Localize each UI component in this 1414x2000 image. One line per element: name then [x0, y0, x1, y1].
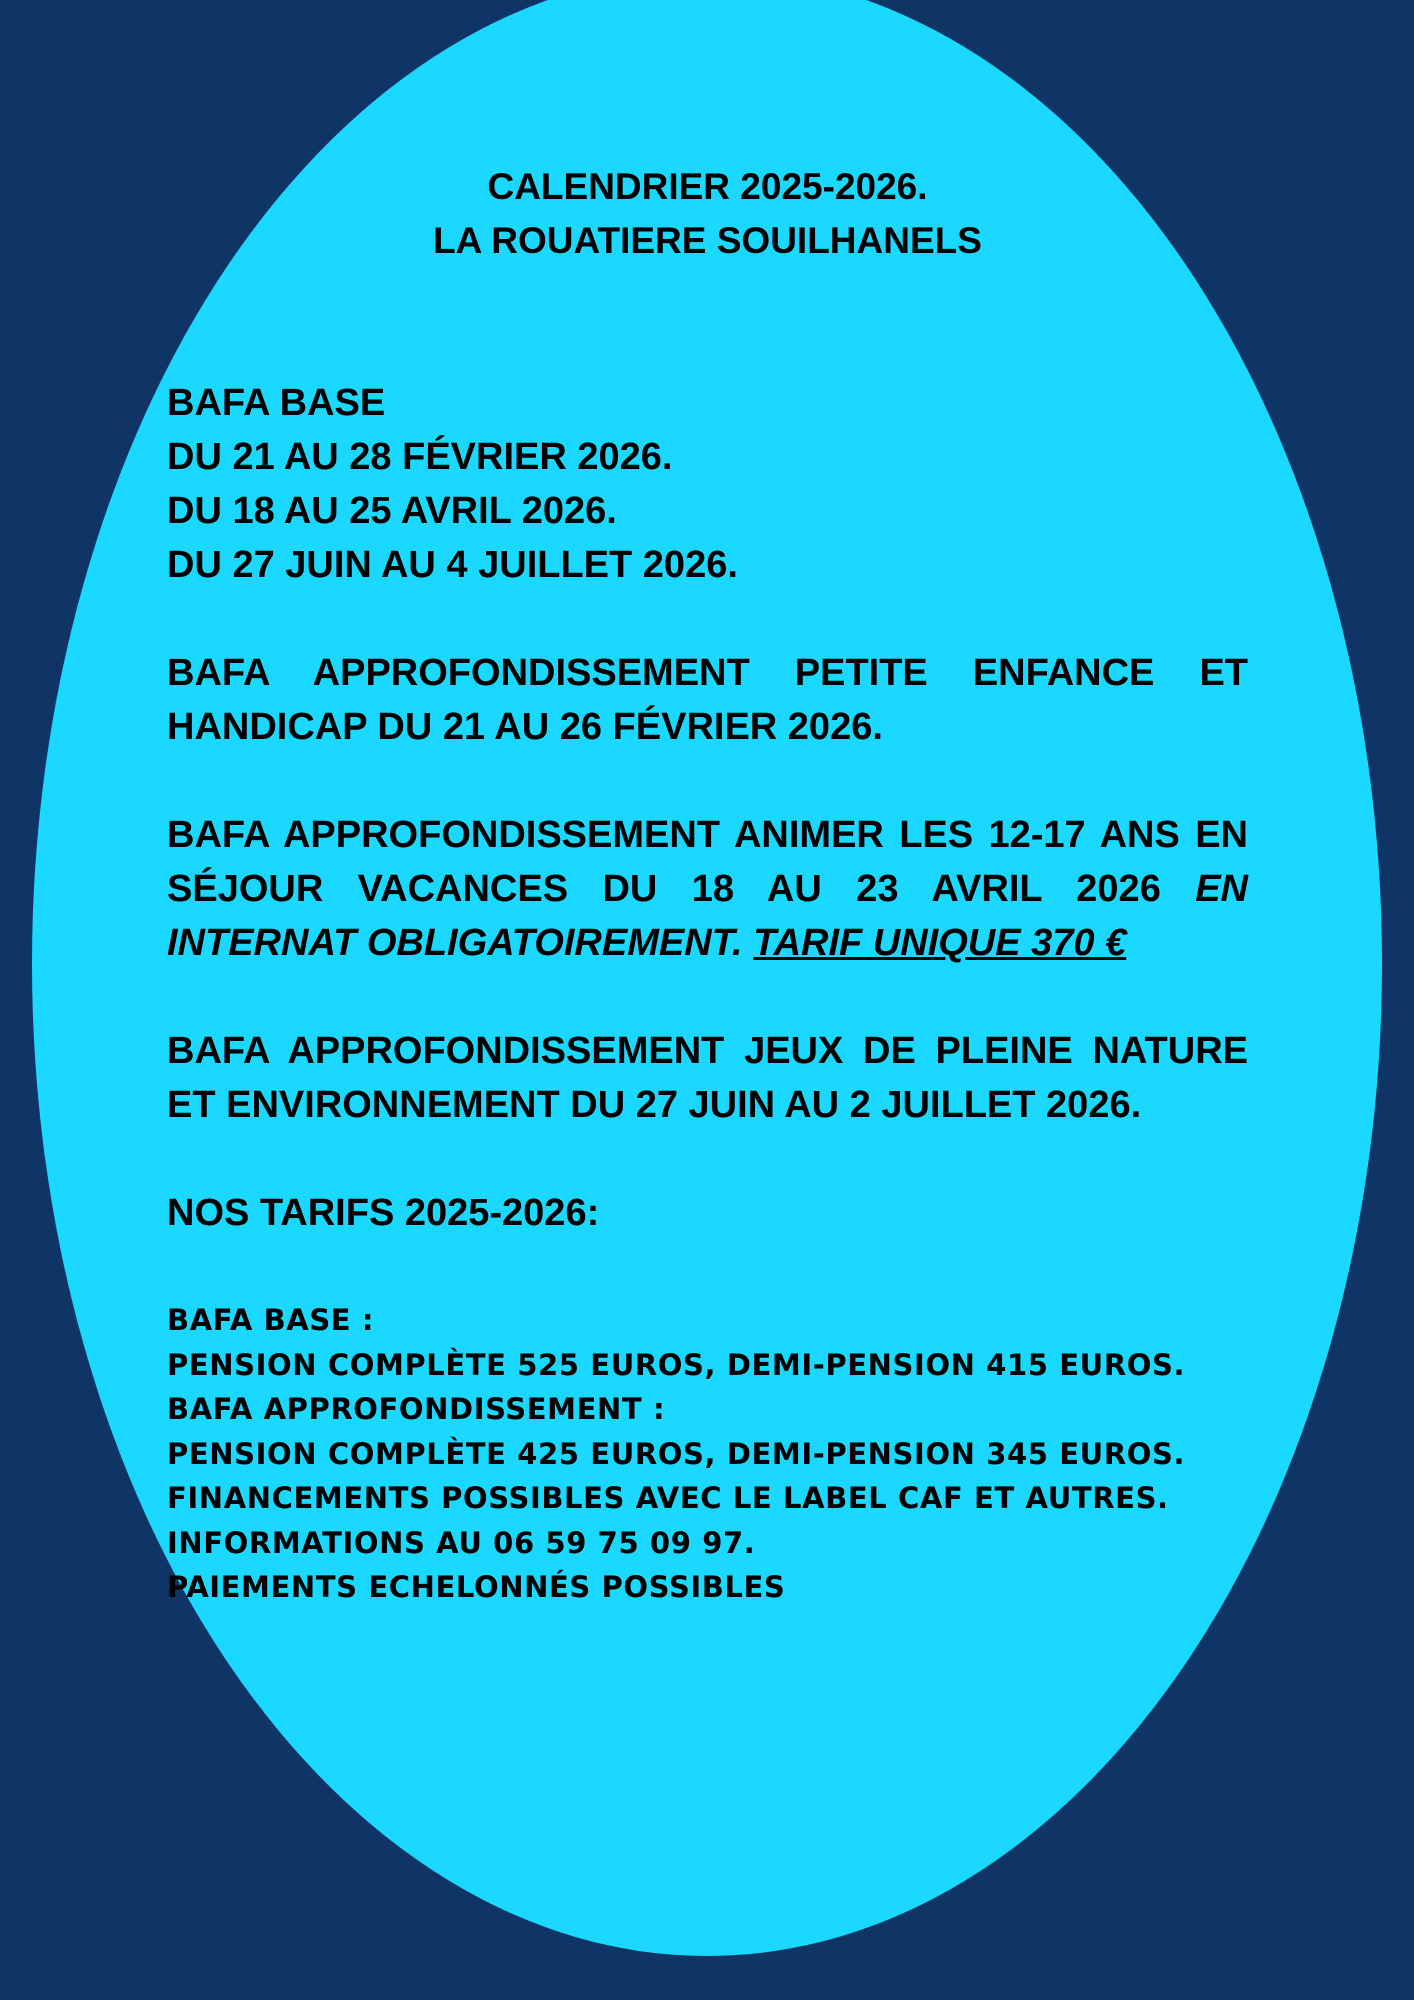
appro-pleine-nature-section	[167, 1024, 1248, 1132]
tarifs-heading: NOS TARIFS 2025-2026:	[167, 1192, 600, 1234]
bafa-base-heading: BAFA BASE	[167, 382, 386, 424]
appro-12-17-text: BAFA APPROFONDISSEMENT ANIMER LES 12-17 ANS EN SÉJOUR VACANCES DU 18 AU 23 AVRIL 2026	[167, 814, 1248, 910]
tarif-line: BAFA APPROFONDISSEMENT :	[167, 1392, 666, 1426]
tarif-line: PENSION COMPLÈTE 425 EUROS, DEMI-PENSION 345 EUROS.	[167, 1436, 1186, 1471]
bafa-base-date: DU 27 JUIN AU 4 JUILLET 2026.	[167, 544, 738, 586]
bafa-base-date: DU 21 AU 28 FÉVRIER 2026.	[167, 436, 673, 478]
bafa-base-section	[167, 376, 1248, 592]
flyer-header	[167, 160, 1248, 268]
flyer-content	[167, 160, 1248, 1610]
appro-pleine-nature-text: BAFA APPROFONDISSEMENT JEUX DE PLEINE NATURE ET ENVIRONNEMENT DU 27 JUIN AU 2 JUILLET 2026.	[167, 1030, 1248, 1126]
contact-phone: INFORMATIONS AU 06 59 75 09 97.	[167, 1525, 756, 1560]
appro-12-17-section	[167, 808, 1248, 970]
appro-12-17-internat-note: EN INTERNAT OBLIGATOIREMENT.	[167, 868, 1248, 964]
bafa-base-date: DU 18 AU 25 AVRIL 2026.	[167, 490, 617, 532]
appro-12-17-tarif: TARIF UNIQUE 370 €	[753, 922, 1127, 964]
tarifs-list	[167, 1298, 1248, 1610]
appro-petite-enfance-section	[167, 646, 1248, 754]
tarif-line: FINANCEMENTS POSSIBLES AVEC LE LABEL CAF ET AUTRES.	[167, 1481, 1169, 1515]
header-location: LA ROUATIERE SOUILHANELS	[433, 220, 982, 261]
tarif-line: PENSION COMPLÈTE 525 EUROS, DEMI-PENSION 415 EUROS.	[167, 1347, 1186, 1382]
tarif-line: BAFA BASE :	[167, 1303, 375, 1337]
appro-petite-enfance-text: BAFA APPROFONDISSEMENT PETITE ENFANCE ET HANDICAP DU 21 AU 26 FÉVRIER 2026.	[167, 652, 1248, 748]
header-title: CALENDRIER 2025-2026.	[487, 166, 928, 207]
tarif-line: PAIEMENTS ECHELONNÉS POSSIBLES	[167, 1570, 786, 1604]
